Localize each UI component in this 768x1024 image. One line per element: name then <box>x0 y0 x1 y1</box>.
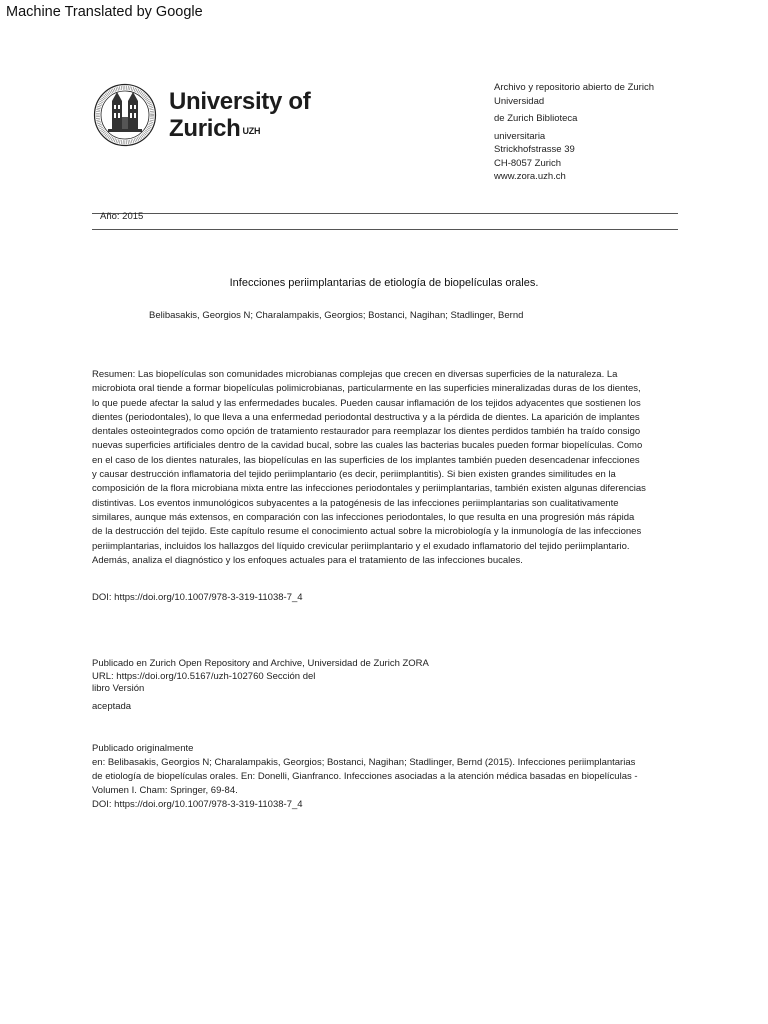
abstract-line: composición de la flora microbiana mixta entre las infecciones periodontales y periimplantarias, también existen algunas diferencias <box>92 483 646 495</box>
citation-line: en: Belibasakis, Georgios N; Charalampakis, Georgios; Bostanci, Nagihan; Stadlinger, Bernd (2015). Infecciones periimplantarias <box>92 757 636 768</box>
publication-line: aceptada <box>92 700 132 712</box>
logo-line-2: Zurich <box>169 115 241 142</box>
divider <box>92 213 678 214</box>
repository-address <box>494 81 654 184</box>
publication-info <box>92 658 682 713</box>
abstract-line: Resumen: Las biopelículas son comunidades microbianas complejas que crecen en diversas superficies de la naturaleza. La <box>92 369 618 380</box>
abstract-line: periimplantarias, incluidos los hallazgos del líquido crevicular periimplantario y el exudado inflamatorio del tejido periimplantario. <box>92 540 630 552</box>
abstract-line: microbiota oral tiende a formar biopelículas polimicrobianas, particularmente en las superficies mineralizadas duras de los dientes, <box>92 383 641 395</box>
citation-line: de etiología de biopelículas orales. En: Donelli, Gianfranco. Infecciones asociadas a la atención médica basadas en biopelículas - <box>92 771 638 782</box>
abstract-line: de la destrucción del tejido. Este capítulo resume el conocimiento actual sobre la microbiología y la inmunología de las infecciones <box>92 526 642 538</box>
publication-year: Año: 2015 <box>100 211 144 222</box>
address-line: Archivo y repositorio abierto de Zurich <box>494 82 654 93</box>
university-seal-icon <box>93 83 157 147</box>
original-heading: Publicado originalmente <box>92 743 194 754</box>
paper-title: Infecciones periimplantarias de etiología de biopelículas orales. <box>229 277 539 289</box>
abstract-line: distintivas. Los eventos inmunológicos subyacentes a la patogénesis de las infecciones periimplantarias son cualitativamente <box>92 497 619 509</box>
abstract-line: Además, analiza el diagnóstico y los enfoques actuales para el tratamiento de las infecciones bucales. <box>92 554 523 566</box>
paper-authors: Belibasakis, Georgios N; Charalampakis, Georgios; Bostanci, Nagihan; Stadlinger, Bernd <box>149 310 524 321</box>
university-logo-text <box>169 88 310 142</box>
machine-translation-banner: Machine Translated by Google <box>6 4 203 20</box>
address-line: CH-8057 Zurich <box>494 157 562 169</box>
logo-superscript: UZH <box>242 126 261 136</box>
publication-line: Publicado en Zurich Open Repository and Archive, Universidad de Zurich ZORA <box>92 658 429 669</box>
abstract-line: lo que puede afectar la salud y las enfermedades bucales. Pueden causar inflamación de los tejidos adyacentes que sostienen los <box>92 397 641 409</box>
address-line: Universidad <box>494 95 545 107</box>
citation-doi-link[interactable]: DOI: https://doi.org/10.1007/978-3-319-11038-7_4 <box>92 799 303 810</box>
address-line: de Zurich Biblioteca <box>494 113 578 124</box>
divider <box>92 229 678 230</box>
abstract-line: dentales osteointegrados como opción de tratamiento restaurador para reemplazar los dientes perdidos también ha traído consigo <box>92 426 641 438</box>
original-publication <box>92 742 682 812</box>
abstract-line: y causar destrucción inflamatoria del tejido periimplantario (es decir, periimplantitis). Si bien existen grandes similitudes en la <box>92 469 616 481</box>
abstract-line: similares, aunque más extensos, en comparación con las infecciones periodontales, lo que resulta en una progresión más rápida <box>92 511 635 523</box>
abstract-line: en el caso de los dientes naturales, las biopelículas en las superficies de los implantes también pueden desencadenar infecciones <box>92 454 640 466</box>
address-line: Strickhofstrasse 39 <box>494 144 575 155</box>
publication-url[interactable]: URL: https://doi.org/10.5167/uzh-102760 Sección del <box>92 670 316 682</box>
publication-line: libro Versión <box>92 683 145 694</box>
abstract-line: nuevas superficies artificiales dentro de la cavidad bucal, sobre las cuales las bacterias bucales pueden formar biopelículas. Como <box>92 440 643 452</box>
address-line: universitaria <box>494 130 546 142</box>
doi-link[interactable]: DOI: https://doi.org/10.1007/978-3-319-11038-7_4 <box>92 592 303 603</box>
address-website: www.zora.uzh.ch <box>494 171 566 182</box>
logo-line-1: University of <box>169 88 311 115</box>
citation-line: Volumen I. Cham: Springer, 69-84. <box>92 785 238 796</box>
abstract <box>92 368 682 568</box>
abstract-line: dientes (periodontales), lo que lleva a una enfermedad periodontal destructiva y a la pérdida de dientes. La aparición de implantes <box>92 411 640 423</box>
